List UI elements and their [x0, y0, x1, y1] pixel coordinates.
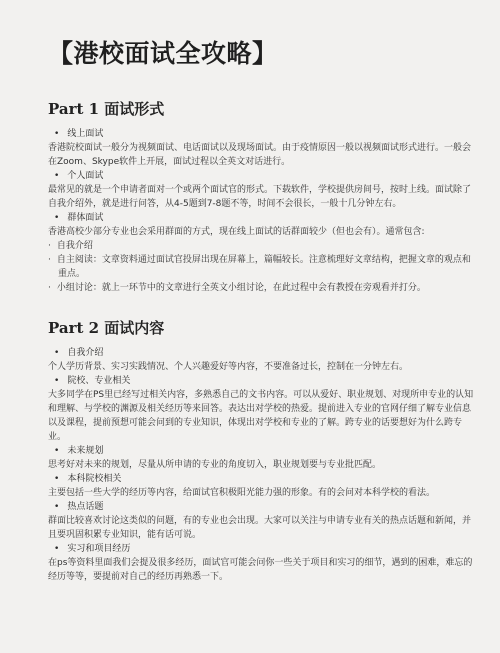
item-self-intro-text: 个人学历背景、实习实践情况、个人兴趣爱好等内容，不要准备过长，控制在一分钟左右。: [48, 362, 409, 372]
part-2-heading: Part 2 面试内容: [48, 319, 165, 337]
item-hot-topics-label: • 热点话题: [48, 500, 476, 514]
page-title: 【港校面试全攻略】: [48, 39, 278, 68]
item-experience-label: • 实习和项目经历: [48, 542, 476, 556]
item-group-interview-label: • 群体面试: [48, 211, 476, 225]
item-individual-interview-text: 最常见的就是一个申请者面对一个或两个面试官的形式。下载软件，学校提供房间号，按时上线。面试除了自我介绍外，就是进行问答，从4-5题到7-8题不等，时间不会很长，一般十几分钟左右。: [48, 185, 472, 209]
item-school-major-label: • 院校、专业相关: [48, 374, 476, 388]
item-group-interview-text: 香港高校少部分专业也会采用群面的方式，现在线上面试的话群面较少（但也会有）。通常包含:: [48, 227, 425, 237]
group-sub-item-reading: · 自主阅读：文章资料通过面试官投屏出现在屏幕上，篇幅较长。注意梳理好文章结构，把握文章的观点和重点。: [48, 253, 476, 281]
group-sub-item-discussion: · 小组讨论：就上一环节中的文章进行全英文小组讨论，在此过程中会有教授在旁观看并打分。: [48, 281, 476, 295]
part-2-section: [48, 317, 476, 584]
part-1-heading: Part 1 面试形式: [48, 100, 165, 118]
item-future-plan-text: 思考好对未来的规划，尽量从所申请的专业的角度切入，职业规划要与专业批匹配。: [48, 460, 382, 470]
item-undergrad-label: • 本科院校相关: [48, 472, 476, 486]
item-undergrad-text: 主要包括一些大学的经历等内容，给面试官积极阳光能力强的形象。有的会问对本科学校的看法。: [48, 488, 436, 498]
item-online-interview-label: • 线上面试: [48, 127, 476, 141]
item-online-interview-text: 香港院校面试一般分为视频面试、电话面试以及现场面试。由于疫情原因一般以视频面试形式进行。一般会在Zoom、Skype软件上开展，面试过程以全英文对话进行。: [48, 143, 472, 167]
part-1-section: [48, 98, 476, 295]
item-self-intro-label: • 自我介绍: [48, 346, 476, 360]
item-hot-topics-text: 群面比较喜欢讨论这类似的问题，有的专业也会出现。大家可以关注与申请专业有关的热点话题和新闻，并且要巩固积累专业知识，能有话可说。: [48, 516, 472, 540]
item-future-plan-label: • 未来规划: [48, 444, 476, 458]
group-sub-item-self-intro: · 自我介绍: [48, 239, 476, 253]
item-individual-interview-label: • 个人面试: [48, 169, 476, 183]
item-school-major-text: 大多同学在PS里已经写过相关内容，多熟悉自己的文书内容。可以从爱好、职业规划、对现所申专业的认知和理解、与学校的渊源及相关经历等来回答。表达出对学校的热爱。提前进入专业的官网仔细了解专业信息以及课程，提前预想可能会问到的专业知识，体现出对学校和专业的了解。跨专业的话要想好为什么跨专业。: [48, 390, 474, 442]
item-experience-text: 在ps等资料里面我们会提及很多经历，面试官可能会问你一些关于项目和实习的细节，遇到的困难，难忘的经历等等，要提前对自己的经历再熟悉一下。: [48, 558, 473, 582]
